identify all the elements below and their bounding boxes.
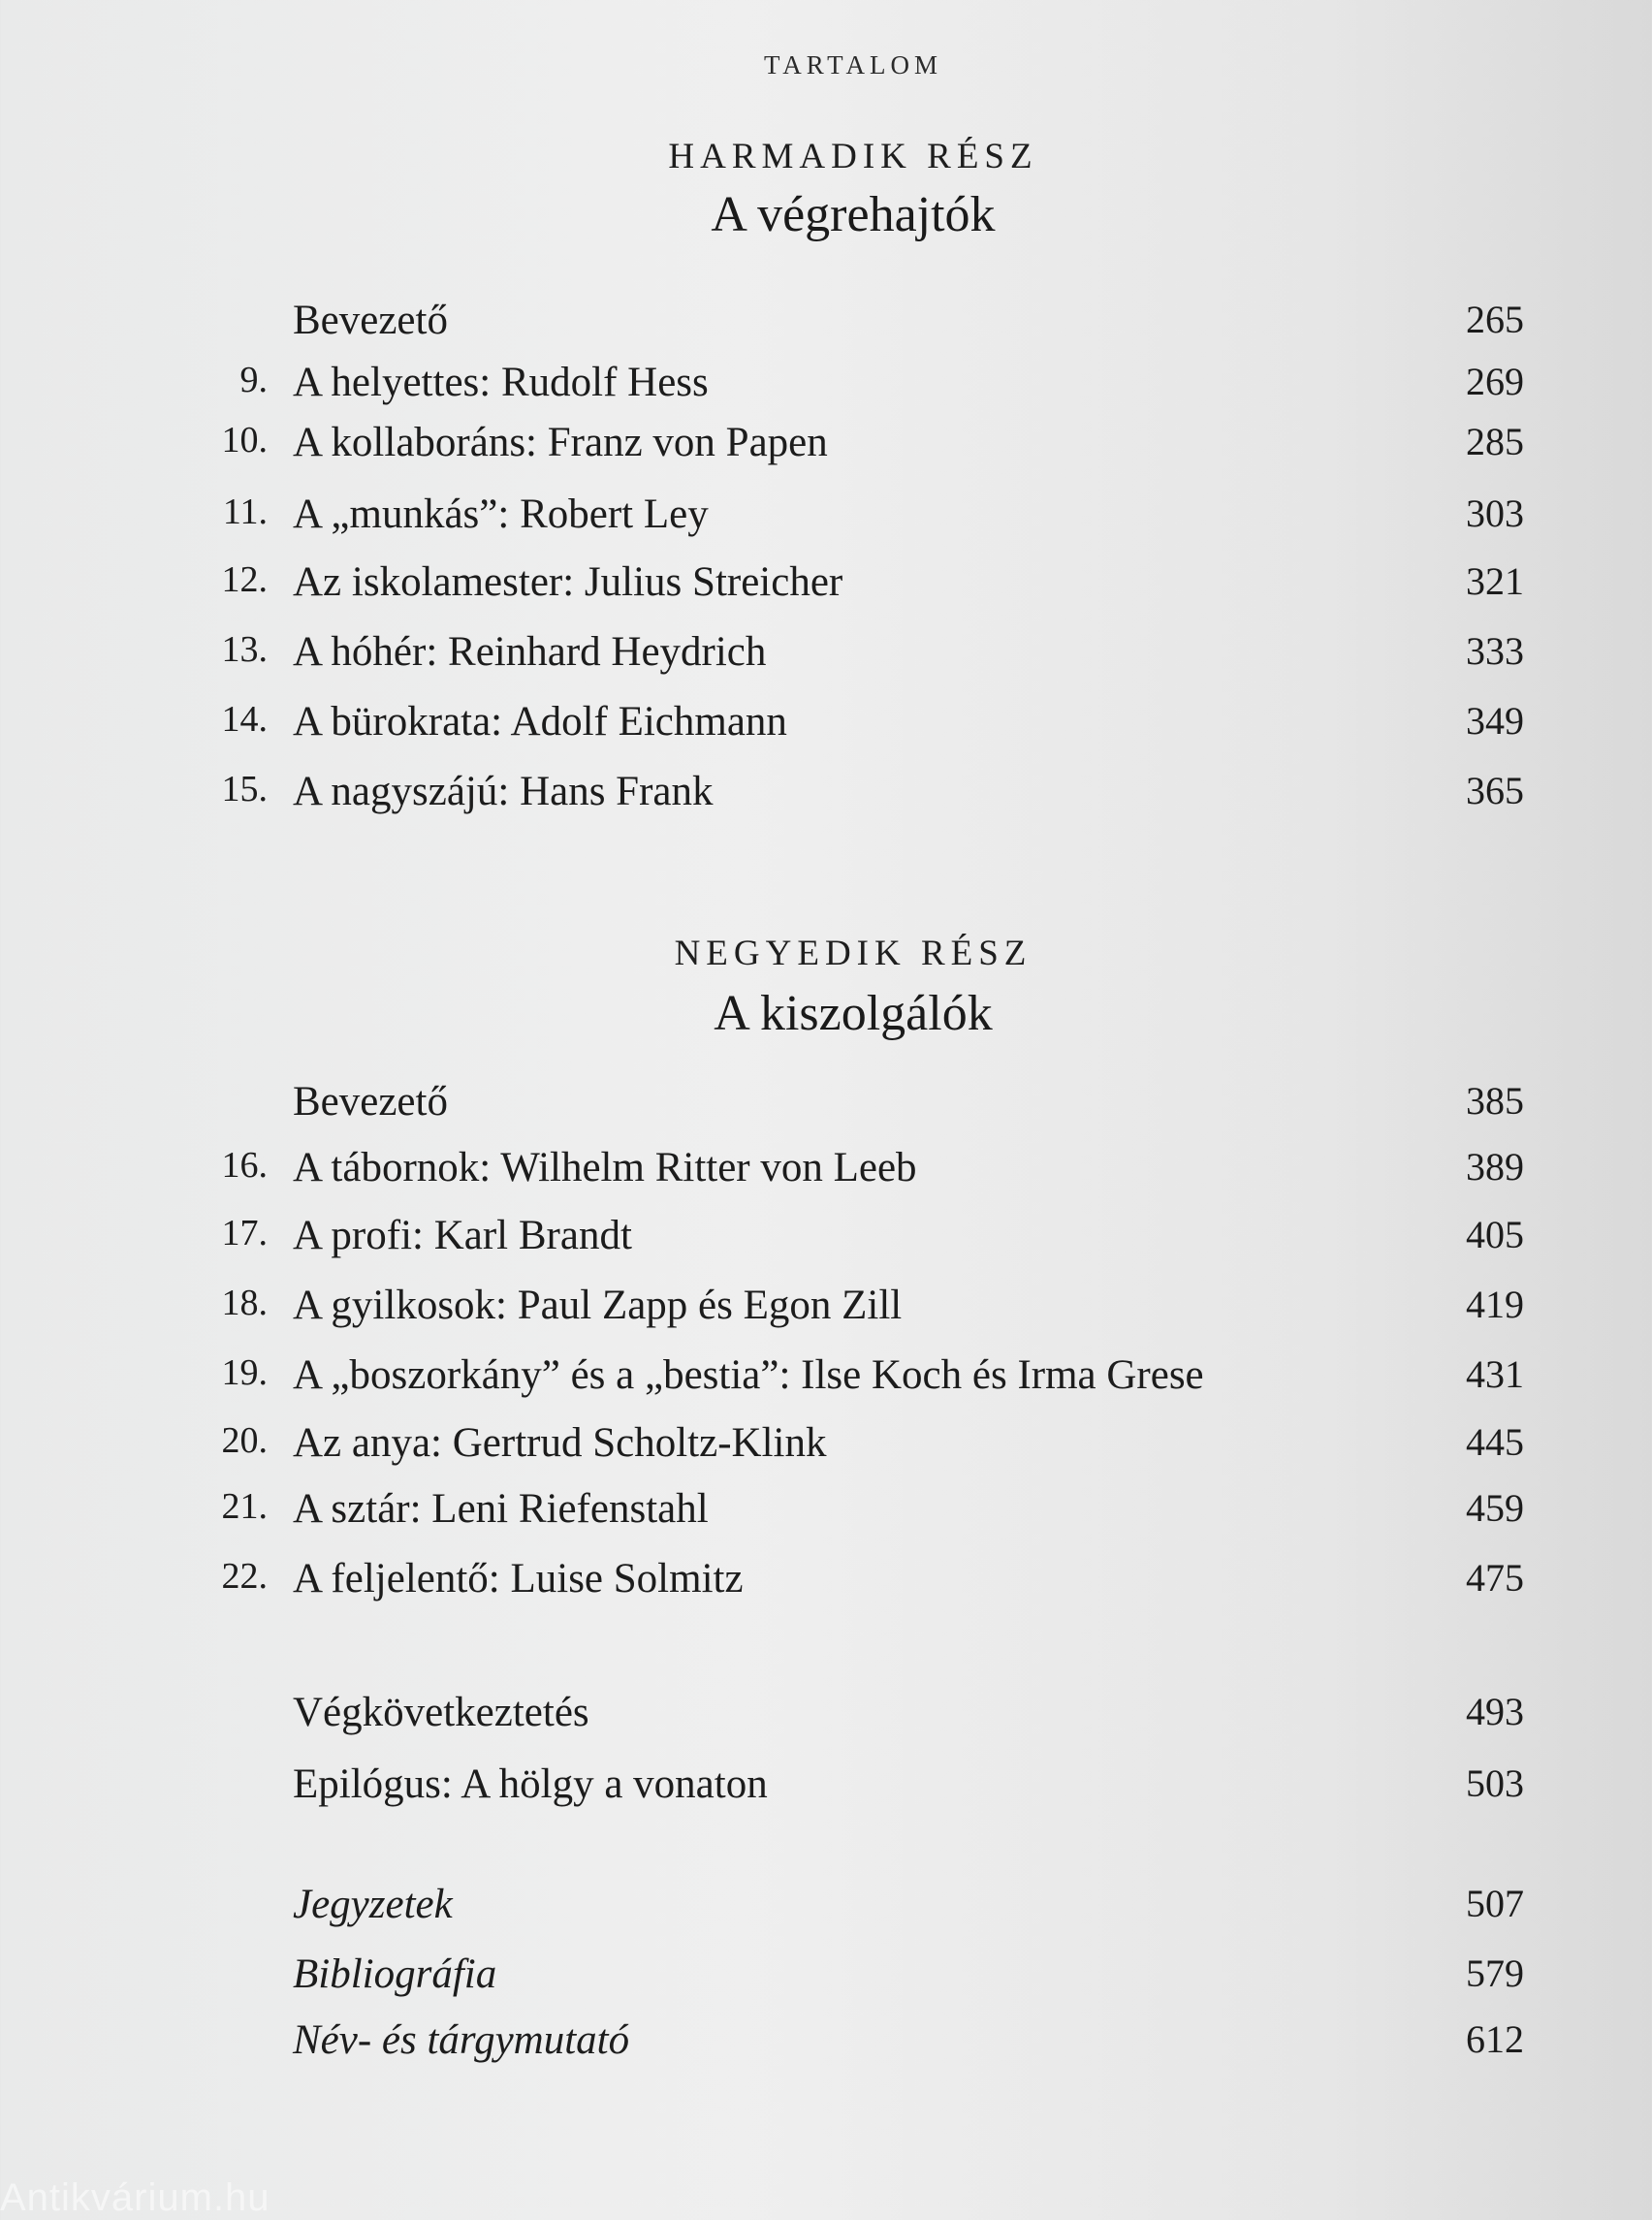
toc-entry-epilogue <box>0 1760 1652 1815</box>
page-number: 612 <box>1466 2017 1524 2061</box>
chapter-number: 13. <box>221 629 268 670</box>
toc-entry <box>0 1351 1652 1406</box>
toc-entry <box>0 768 1652 822</box>
chapter-title: Epilógus: A hölgy a vonaton <box>293 1761 768 1807</box>
page-number: 321 <box>1466 559 1524 603</box>
page-number: 431 <box>1466 1352 1524 1396</box>
chapter-title: Bevezető <box>293 1079 448 1125</box>
toc-entry <box>0 1555 1652 1609</box>
running-head: TARTALOM <box>763 50 943 79</box>
page-number: 419 <box>1466 1283 1524 1326</box>
page-number: 493 <box>1466 1690 1524 1733</box>
toc-entry-notes <box>0 1881 1652 1935</box>
page-number: 459 <box>1466 1486 1524 1530</box>
toc-entry <box>0 698 1652 752</box>
chapter-number: 17. <box>221 1213 268 1253</box>
chapter-title: A gyilkosok: Paul Zapp és Egon Zill <box>293 1283 903 1328</box>
chapter-title: Bevezető <box>293 298 448 343</box>
chapter-title: A „boszorkány” és a „bestia”: Ilse Koch és Irma Grese <box>293 1352 1204 1398</box>
page-number: 265 <box>1466 298 1524 341</box>
page-number: 579 <box>1466 1951 1524 1995</box>
page-number: 333 <box>1466 629 1524 673</box>
chapter-title: A bürokrata: Adolf Eichmann <box>293 699 787 745</box>
chapter-title: Jegyzetek <box>293 1882 453 1927</box>
part-three-title: A végrehajtók <box>711 187 996 242</box>
page-number: 405 <box>1466 1213 1524 1256</box>
chapter-number: 22. <box>221 1556 268 1597</box>
chapter-number: 19. <box>221 1352 268 1393</box>
chapter-title: Az iskolamester: Julius Streicher <box>293 559 843 605</box>
toc-entry <box>0 558 1652 613</box>
toc-entry <box>0 1078 1652 1132</box>
chapter-number: 15. <box>221 769 268 809</box>
toc-entry <box>0 419 1652 473</box>
part-four-label: NEGYEDIK RÉSZ <box>674 934 1032 973</box>
chapter-number: 9. <box>239 360 268 400</box>
page-number: 349 <box>1466 699 1524 743</box>
chapter-title: A feljelentő: Luise Solmitz <box>293 1556 744 1602</box>
toc-entry-bibliography <box>0 1950 1652 2005</box>
chapter-title: Bibliográfia <box>293 1951 497 1997</box>
chapter-number: 12. <box>221 559 268 600</box>
toc-entry <box>0 1144 1652 1198</box>
chapter-title: Végkövetkeztetés <box>293 1690 589 1735</box>
page-number: 445 <box>1466 1420 1524 1464</box>
toc-entry <box>0 1485 1652 1539</box>
chapter-title: A kollaboráns: Franz von Papen <box>293 420 828 465</box>
toc-entry <box>0 297 1652 351</box>
chapter-title: A profi: Karl Brandt <box>293 1213 632 1258</box>
chapter-number: 20. <box>221 1420 268 1461</box>
toc-entry-index <box>0 2016 1652 2071</box>
chapter-number: 10. <box>221 420 268 460</box>
chapter-title: A „munkás”: Robert Ley <box>293 492 709 537</box>
chapter-number: 11. <box>222 492 268 532</box>
toc-entry <box>0 1282 1652 1336</box>
watermark: Antikvárium.hu <box>0 2176 270 2219</box>
chapter-number: 21. <box>221 1486 268 1527</box>
toc-entry <box>0 359 1652 413</box>
toc-entry <box>0 491 1652 545</box>
part-three-label: HARMADIK RÉSZ <box>668 137 1038 176</box>
chapter-title: A nagyszájú: Hans Frank <box>293 769 714 814</box>
page-number: 285 <box>1466 420 1524 463</box>
chapter-title: A sztár: Leni Riefenstahl <box>293 1486 709 1532</box>
chapter-title: A tábornok: Wilhelm Ritter von Leeb <box>293 1145 917 1190</box>
chapter-title: Név- és tárgymutató <box>293 2017 630 2063</box>
page-number: 303 <box>1466 492 1524 535</box>
page-number: 365 <box>1466 769 1524 812</box>
chapter-title: A helyettes: Rudolf Hess <box>293 360 709 405</box>
page-number: 503 <box>1466 1761 1524 1805</box>
chapter-number: 16. <box>221 1145 268 1186</box>
chapter-number: 18. <box>221 1283 268 1323</box>
part-four-title: A kiszolgálók <box>714 986 993 1041</box>
page-number: 269 <box>1466 360 1524 403</box>
chapter-title: Az anya: Gertrud Scholtz-Klink <box>293 1420 827 1466</box>
toc-entry <box>0 1212 1652 1266</box>
toc-entry <box>0 628 1652 682</box>
page-number: 385 <box>1466 1079 1524 1123</box>
page-number: 475 <box>1466 1556 1524 1600</box>
chapter-number: 14. <box>221 699 268 740</box>
toc-entry-conclusion <box>0 1689 1652 1743</box>
toc-entry <box>0 1419 1652 1474</box>
page-number: 389 <box>1466 1145 1524 1189</box>
chapter-title: A hóhér: Reinhard Heydrich <box>293 629 767 675</box>
page-number: 507 <box>1466 1882 1524 1925</box>
